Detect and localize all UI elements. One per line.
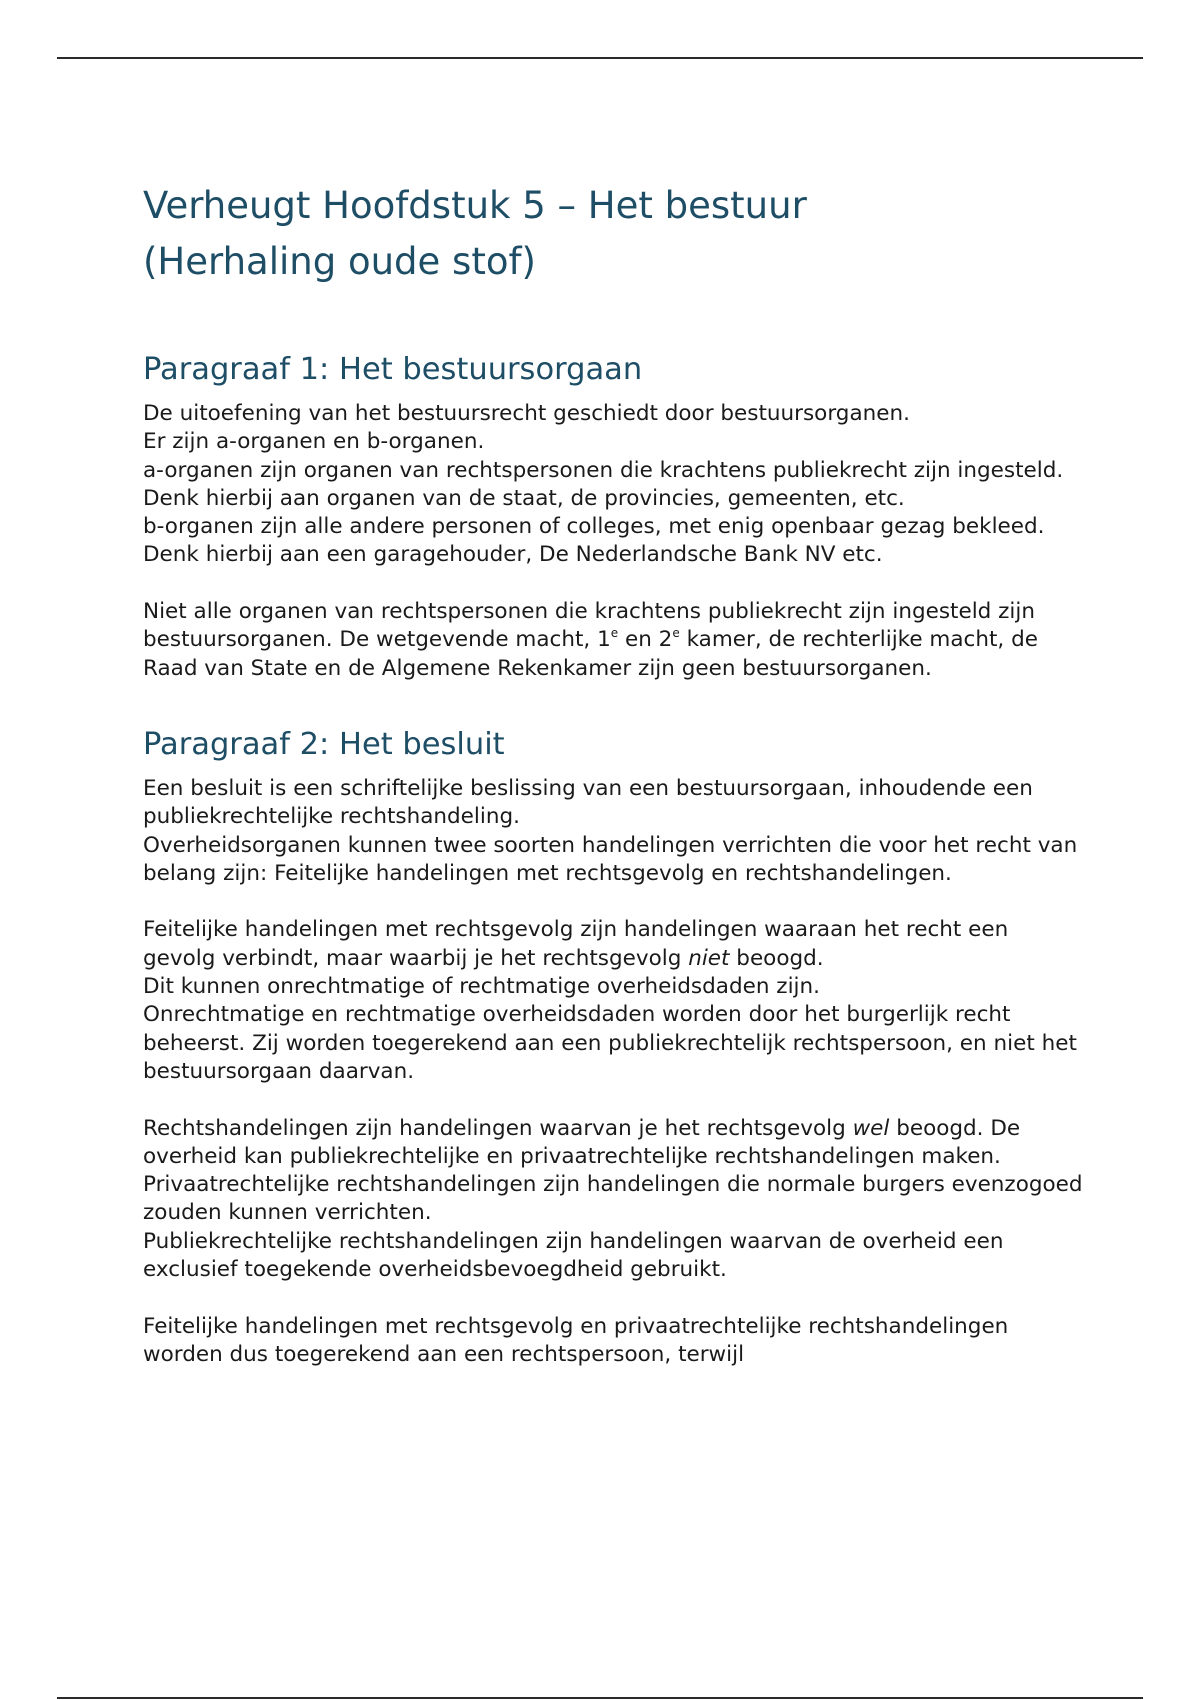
section2-paragraph-feitelijk: Feitelijke handelingen met rechtsgevolg zijn handelingen waaraan het recht een gevolg verbindt, maar waarbij je het rechtsgevolg niet beoogd.	[143, 917, 1009, 971]
section1-paragraph: Er zijn a-organen en b-organen.	[143, 429, 485, 455]
section1-paragraph: b-organen zijn alle andere personen of colleges, met enig openbaar gezag bekleed.	[143, 514, 1045, 540]
top-rule	[57, 57, 1143, 59]
section2-paragraph: Dit kunnen onrechtmatige of rechtmatige overheidsdaden zijn.	[143, 974, 820, 1000]
section1-paragraph: De uitoefening van het bestuursrecht geschiedt door bestuursorganen.	[143, 401, 910, 426]
section2-paragraph: Onrechtmatige en rechtmatige overheidsdaden worden door het burgerlijk recht beheerst. Zij worden toegerekend aan een publiekrechtelijk rechtspersoon, en niet het bestuursorgaan daarvan.	[143, 1002, 1077, 1084]
section2-paragraph-rechtshandelingen: Rechtshandelingen zijn handelingen waarvan je het rechtsgevolg wel beoogd. De overheid kan publiekrechtelijke en privaatrechtelijke rechtshandelingen maken.	[143, 1115, 1021, 1169]
bottom-rule	[57, 1697, 1143, 1699]
section2-paragraph: Publiekrechtelijke rechtshandelingen zijn handelingen waarvan de overheid een exclusief toegekende overheidsbevoegdheid gebruikt.	[143, 1228, 1004, 1283]
section1-paragraph: a-organen zijn organen van rechtspersonen die krachtens publiekrecht zijn ingesteld.	[143, 457, 1064, 483]
section2-paragraph: Een besluit is een schriftelijke beslissing van een bestuursorgaan, inhoudende een publiekrechtelijke rechtshandeling.	[143, 775, 1033, 830]
section2-paragraph: Overheidsorganen kunnen twee soorten handelingen verrichten die voor het recht van belang zijn: Feitelijke handelingen met rechtsgevolg en rechtshandelingen.	[143, 832, 1078, 886]
section-besluit	[143, 725, 1083, 1369]
section2-paragraph: Feitelijke handelingen met rechtsgevolg en privaatrechtelijke rechtshandelingen worden dus toegerekend aan een rechtspersoon, terwijl	[143, 1313, 1009, 1367]
section1-paragraph-kamers: Niet alle organen van rechtspersonen die krachtens publiekrecht zijn ingesteld zijn bestuursorganen. De wetgevende macht, 1e en 2e kamer, de rechterlijke macht, de Raad van State en de Algemene Rekenkamer zijn geen bestuursorganen.	[143, 599, 1038, 681]
page-content	[143, 178, 1083, 1411]
section2-paragraph: Privaatrechtelijke rechtshandelingen zijn handelingen die normale burgers evenzogoed zouden kunnen verrichten.	[143, 1172, 1083, 1226]
section1-heading: Paragraaf 1: Het bestuursorgaan	[143, 352, 643, 387]
document-title-line1: Verheugt Hoofdstuk 5 – Het bestuur	[143, 184, 807, 227]
document-title-line2: (Herhaling oude stof)	[143, 240, 536, 283]
section2-heading: Paragraaf 2: Het besluit	[143, 726, 505, 762]
document-title	[143, 178, 1083, 290]
section1-paragraph: Denk hierbij aan een garagehouder, De Nederlandsche Bank NV etc.	[143, 542, 883, 568]
section1-paragraph: Denk hierbij aan organen van de staat, de provincies, gemeenten, etc.	[143, 485, 905, 511]
section-bestuursorgaan	[143, 350, 1083, 683]
